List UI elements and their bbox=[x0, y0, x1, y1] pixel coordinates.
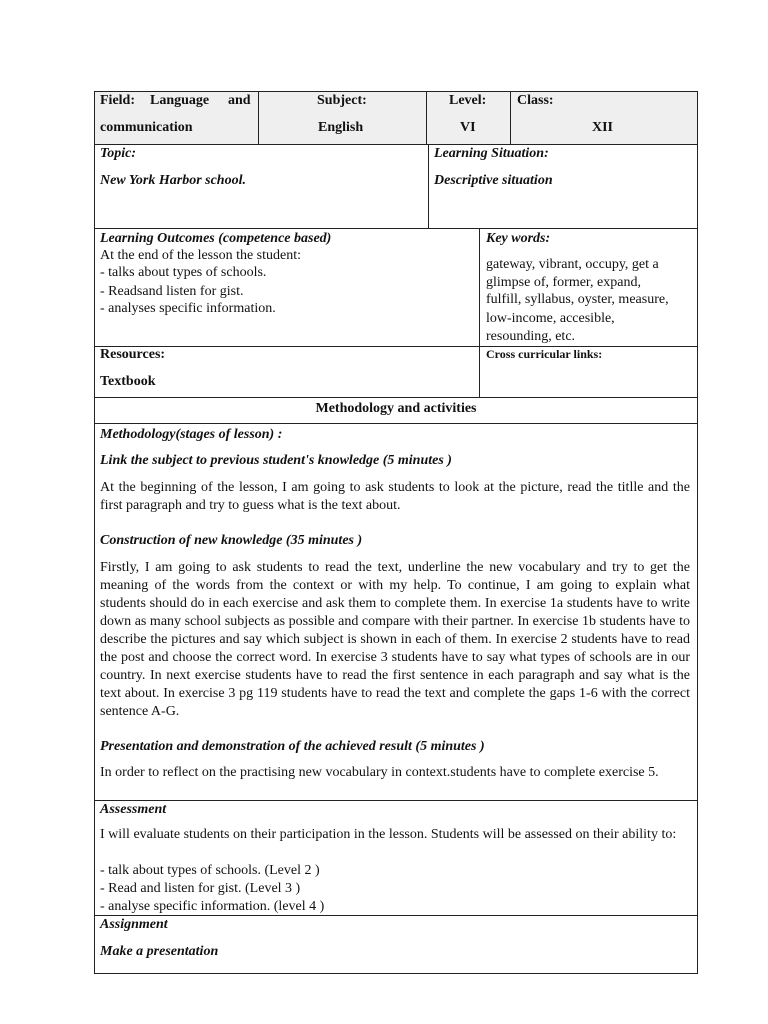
header-divider-3 bbox=[510, 91, 511, 144]
row-divider-header bbox=[94, 144, 698, 145]
resources-value: Textbook bbox=[100, 374, 156, 389]
assessment-item: - analyse specific information. (level 4 ) bbox=[100, 899, 325, 914]
methodology-title: Methodology and activities bbox=[315, 401, 477, 416]
learning-outcomes-intro: At the end of the lesson the student: bbox=[100, 248, 302, 263]
field-value-1: Language bbox=[150, 93, 210, 108]
key-words-line: fulfill, syllabus, oyster, measure, bbox=[486, 292, 669, 307]
field-value-2: communication bbox=[100, 120, 193, 135]
stage-3-title: Presentation and demonstration of the achieved result (5 minutes ) bbox=[100, 739, 485, 754]
header-divider-2 bbox=[426, 91, 427, 144]
assignment-value: Make a presentation bbox=[100, 944, 219, 959]
learning-outcomes-label: Learning Outcomes (competence based) bbox=[100, 231, 332, 246]
subject-value: English bbox=[318, 120, 364, 135]
field-value-and: and bbox=[228, 93, 251, 108]
assessment-item: - Read and listen for gist. (Level 3 ) bbox=[100, 881, 301, 896]
stage-1-title: Link the subject to previous student's knowledge (5 minutes ) bbox=[100, 453, 452, 468]
class-value: XII bbox=[592, 120, 614, 135]
learning-situation-value: Descriptive situation bbox=[434, 173, 553, 188]
table-border-left bbox=[94, 91, 95, 974]
header-divider-1 bbox=[258, 91, 259, 144]
row-divider-resources bbox=[94, 397, 698, 398]
learning-situation-label: Learning Situation: bbox=[434, 146, 549, 161]
topic-label: Topic: bbox=[100, 146, 137, 161]
row-divider-outcomes bbox=[94, 346, 698, 347]
resources-label: Resources: bbox=[100, 347, 166, 362]
class-label: Class: bbox=[517, 93, 554, 108]
row-divider-methodology bbox=[94, 800, 698, 801]
subject-label: Subject: bbox=[317, 93, 367, 108]
stage-1-text: At the beginning of the lesson, I am going to ask students to look at the picture, read the titlle and the first paragraph and try to guess what is the text about. bbox=[100, 480, 690, 513]
level-value: VI bbox=[460, 120, 476, 135]
learning-outcome-item: - Readsand listen for gist. bbox=[100, 284, 244, 299]
learning-outcome-item: - analyses specific information. bbox=[100, 301, 276, 316]
stage-2-title: Construction of new knowledge (35 minutes ) bbox=[100, 533, 363, 548]
topic-value: New York Harbor school. bbox=[100, 173, 246, 188]
field-label: Field: bbox=[100, 93, 135, 108]
key-words-line: gateway, vibrant, occupy, get a bbox=[486, 257, 659, 272]
key-words-line: glimpse of, former, expand, bbox=[486, 275, 641, 290]
key-words-line: resounding, etc. bbox=[486, 329, 576, 344]
methodology-stages-label: Methodology(stages of lesson) : bbox=[100, 427, 283, 442]
assessment-label: Assessment bbox=[100, 802, 167, 817]
assessment-item: - talk about types of schools. (Level 2 ) bbox=[100, 863, 320, 878]
outcomes-divider bbox=[479, 228, 480, 398]
key-words-line: low-income, accesible, bbox=[486, 311, 615, 326]
row-divider-topic bbox=[94, 228, 698, 229]
stage-3-text: In order to reflect on the practising new vocabulary in context.students have to complete exercise 5. bbox=[100, 765, 659, 780]
stage-2-text: Firstly, I am going to ask students to read the text, underline the new vocabulary and try to get the meaning of the words from the context or with my help. To continue, I am going to explain what students should do in each exercise and ask them to complete them. In exercise 1a students have to write down as many school subjects as possible and compare with their partner. In exercise 1b students have to describe the pictures and say which subject is shown in each of them. In exercise 2 students have to read the post and choose the correct word. In exercise 3 students have to say what types of schools are in our country. In next exercise students have to read the first sentence in each paragraph and say what is the text about. In exercise 3 pg 119 students have to read the text and complete the gaps 1-6 with the correct sentence A-G. bbox=[100, 560, 690, 719]
table-border-bottom bbox=[94, 973, 698, 974]
assignment-label: Assignment bbox=[100, 917, 168, 932]
row-divider-methodology-title bbox=[94, 423, 698, 424]
learning-outcome-item: - talks about types of schools. bbox=[100, 265, 267, 280]
assessment-intro: I will evaluate students on their participation in the lesson. Students will be assessed on their ability to: bbox=[100, 827, 677, 842]
level-label: Level: bbox=[449, 93, 487, 108]
table-border-right bbox=[697, 91, 698, 974]
topic-divider bbox=[428, 144, 429, 228]
cross-curricular-label: Cross curricular links: bbox=[486, 347, 603, 361]
key-words-label: Key words: bbox=[486, 231, 551, 246]
